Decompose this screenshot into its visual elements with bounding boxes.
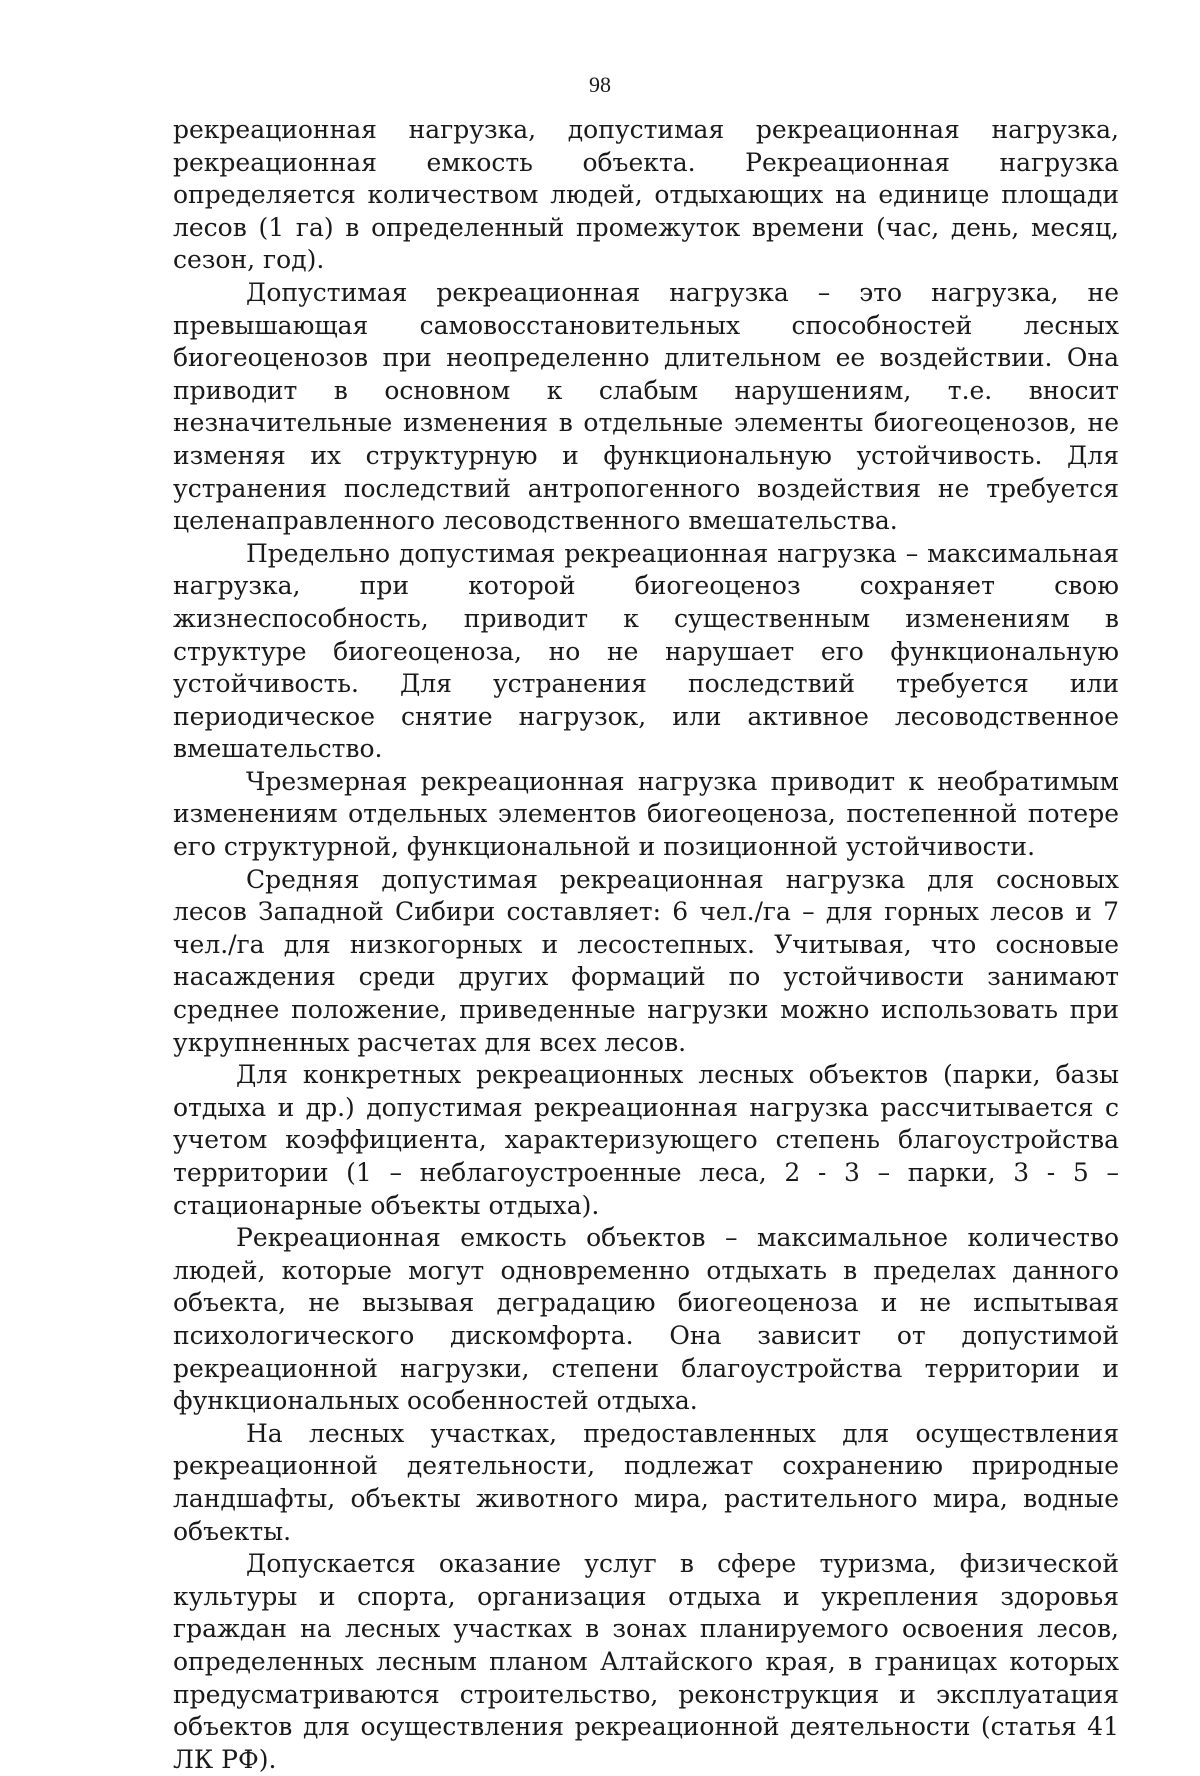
document-body xyxy=(173,114,1119,1776)
paragraph-5: Средняя допустимая рекреационная нагрузка для сосновых лесов Западной Сибири составляет: 6 чел./га – для горных лесов и 7 чел./га для низкогорных и лесостепных. Учитывая, что сосновые насаждения среди других формаций по устойчивости занимают среднее положение, приведенные нагрузки можно использовать при укрупненных расчетах для всех лесов. xyxy=(173,864,1119,1057)
paragraph-1: рекреационная нагрузка, допустимая рекреационная нагрузка, рекреационная емкость объекта. Рекреационная нагрузка определяется количеством людей, отдыхающих на единице площади лесов (1 га) в определенный промежуток времени (час, день, месяц, сезон, год). xyxy=(173,115,1119,275)
paragraph-2: Допустимая рекреационная нагрузка – это нагрузка, не превышающая самовосстановительных способностей лесных биогеоценозов при неопределенно длительном ее воздействии. Она приводит в основном к слабым нарушениям, т.е. вносит незначительные изменения в отдельные элементы биогеоценозов, не изменяя их структурную и функциональную устойчивость. Для устранения последствий антропогенного воздействия не требуется целенаправленного лесоводственного вмешательства. xyxy=(173,277,1119,536)
paragraph-7: Рекреационная емкость объектов – максимальное количество людей, которые могут одновременно отдыхать в пределах данного объекта, не вызывая деградацию биогеоценоза и не испытывая психологического дискомфорта. Она зависит от допустимой рекреационной нагрузки, степени благоустройства территории и функциональных особенностей отдыха. xyxy=(173,1223,1119,1416)
paragraph-8: На лесных участках, предоставленных для осуществления рекреационной деятельности, подлежат сохранению природные ландшафты, объекты животного мира, растительного мира, водные объекты. xyxy=(173,1418,1119,1546)
paragraph-4: Чрезмерная рекреационная нагрузка приводит к необратимым изменениям отдельных элементов биогеоценоза, постепенной потере его структурной, функциональной и позиционной устойчивости. xyxy=(173,766,1119,862)
page-number: 98 xyxy=(589,72,611,97)
paragraph-6: Для конкретных рекреационных лесных объектов (парки, базы отдыха и др.) допустимая рекреационная нагрузка рассчитывается с учетом коэффициента, характеризующего степень благоустройства территории (1 – неблагоустроенные леса, 2 - 3 – парки, 3 - 5 – стационарные объекты отдыха). xyxy=(173,1060,1119,1220)
paragraph-9: Допускается оказание услуг в сфере туризма, физической культуры и спорта, организация отдыха и укрепления здоровья граждан на лесных участках в зонах планируемого освоения лесов, определенных лесным планом Алтайского края, в границах которых предусматриваются строительство, реконструкция и эксплуатация объектов для осуществления рекреационной деятельности (статья 41 ЛК РФ). xyxy=(173,1549,1119,1774)
paragraph-3: Предельно допустимая рекреационная нагрузка – максимальная нагрузка, при которой биогеоценоз сохраняет свою жизнеспособность, приводит к существенным изменениям в структуре биогеоценоза, но не нарушает его функциональную устойчивость. Для устранения последствий требуется или периодическое снятие нагрузок, или активное лесоводственное вмешательство. xyxy=(173,538,1119,764)
